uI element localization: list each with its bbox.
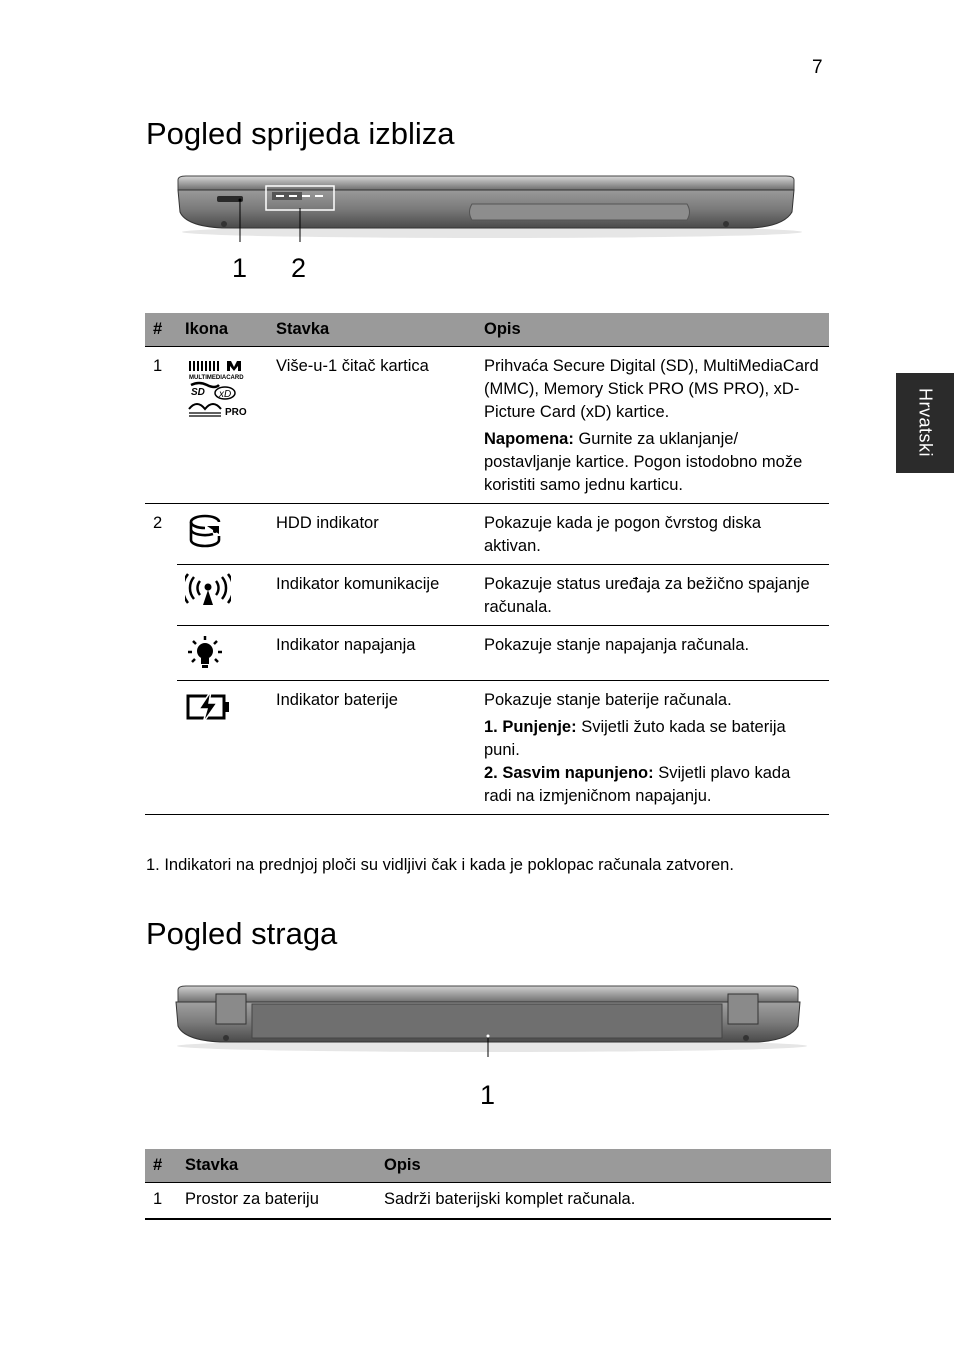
- front-callout-1: 1: [232, 253, 248, 283]
- item-name: HDD indikator: [268, 504, 476, 565]
- item-description: Prihvaća Secure Digital (SD), MultiMediaCard (MMC), Memory Stick PRO (MS PRO), xD-Picture Card (xD) kartice.: [484, 357, 819, 421]
- fully-charged-text: Svijetli plavo kada radi na izmjeničnom napajanju.: [484, 764, 791, 805]
- rear-view-title: Pogled straga: [146, 916, 338, 951]
- charging-text: Svijetli žuto kada se baterija puni.: [484, 718, 786, 759]
- header-icon: Ikona: [177, 313, 268, 347]
- item-description: Pokazuje stanje baterije računala.: [484, 691, 732, 709]
- item-name: Više-u-1 čitač kartica: [276, 357, 429, 375]
- front-table-header: [145, 313, 829, 347]
- fully-charged-label: 2. Sasvim napunjeno:: [484, 764, 654, 782]
- footnote: 1. Indikatori na prednjoj ploči su vidljivi čak i kada je poklopac računala zatvoren.: [146, 856, 734, 874]
- battery-icon: [185, 689, 233, 725]
- svg-text:SD: SD: [191, 387, 205, 398]
- row-number: 2: [145, 504, 177, 565]
- header-item: Stavka: [268, 313, 476, 347]
- front-view-title: Pogled sprijeda izbliza: [146, 116, 455, 151]
- table-row: [145, 504, 829, 565]
- table-row: [145, 565, 829, 626]
- ms-pro-logo-text: PRO: [225, 407, 247, 418]
- language-label: Hrvatski: [915, 388, 936, 458]
- laptop-rear-illustration: [172, 982, 812, 1057]
- laptop-front-illustration: [172, 172, 802, 242]
- hdd-icon: [185, 512, 225, 552]
- front-callout-2: 2: [291, 253, 307, 283]
- note-label: Napomena:: [484, 430, 574, 448]
- row-number: 1: [145, 1183, 177, 1220]
- table-row: [145, 347, 829, 504]
- charging-label: 1. Punjenje:: [484, 718, 577, 736]
- item-name: Prostor za bateriju: [177, 1183, 376, 1220]
- item-description: Pokazuje kada je pogon čvrstog diska aktivan.: [484, 514, 762, 555]
- note: [484, 428, 821, 497]
- item-name: Indikator baterije: [268, 681, 476, 815]
- rear-view-table: [145, 1149, 831, 1220]
- table-row: [145, 626, 829, 681]
- wireless-icon: [185, 573, 231, 609]
- battery-status-list: [484, 716, 821, 808]
- item-description: Sadrži baterijski komplet računala.: [376, 1183, 831, 1220]
- table-row: [145, 681, 829, 815]
- header-num: #: [145, 313, 177, 347]
- item-description: Pokazuje stanje napajanja računala.: [484, 636, 750, 654]
- table-row: [145, 1183, 831, 1220]
- language-side-tab: [896, 373, 954, 473]
- item-name: Indikator napajanja: [268, 626, 476, 681]
- header-item: Stavka: [177, 1149, 376, 1183]
- row-number: 1: [153, 357, 163, 375]
- card-reader-icon: [185, 355, 249, 421]
- mmc-logo-text: MULTIMEDIACARD: [189, 375, 244, 381]
- note-text: Gurnite za uklanjanje/ postavljanje kartice. Pogon istodobno može koristiti samo jednu karticu.: [484, 430, 803, 494]
- rear-callout-1: 1: [480, 1080, 496, 1110]
- item-name: Indikator komunikacije: [268, 565, 476, 626]
- front-view-table: [145, 313, 829, 815]
- power-icon: [185, 634, 225, 674]
- header-description: Opis: [376, 1149, 831, 1183]
- rear-table-header: [145, 1149, 831, 1183]
- item-description: Pokazuje status uređaja za bežično spajanje računala.: [484, 575, 810, 616]
- svg-text:xD: xD: [219, 389, 232, 400]
- header-description: Opis: [476, 313, 829, 347]
- header-num: #: [145, 1149, 177, 1183]
- page-number: 7: [812, 57, 823, 78]
